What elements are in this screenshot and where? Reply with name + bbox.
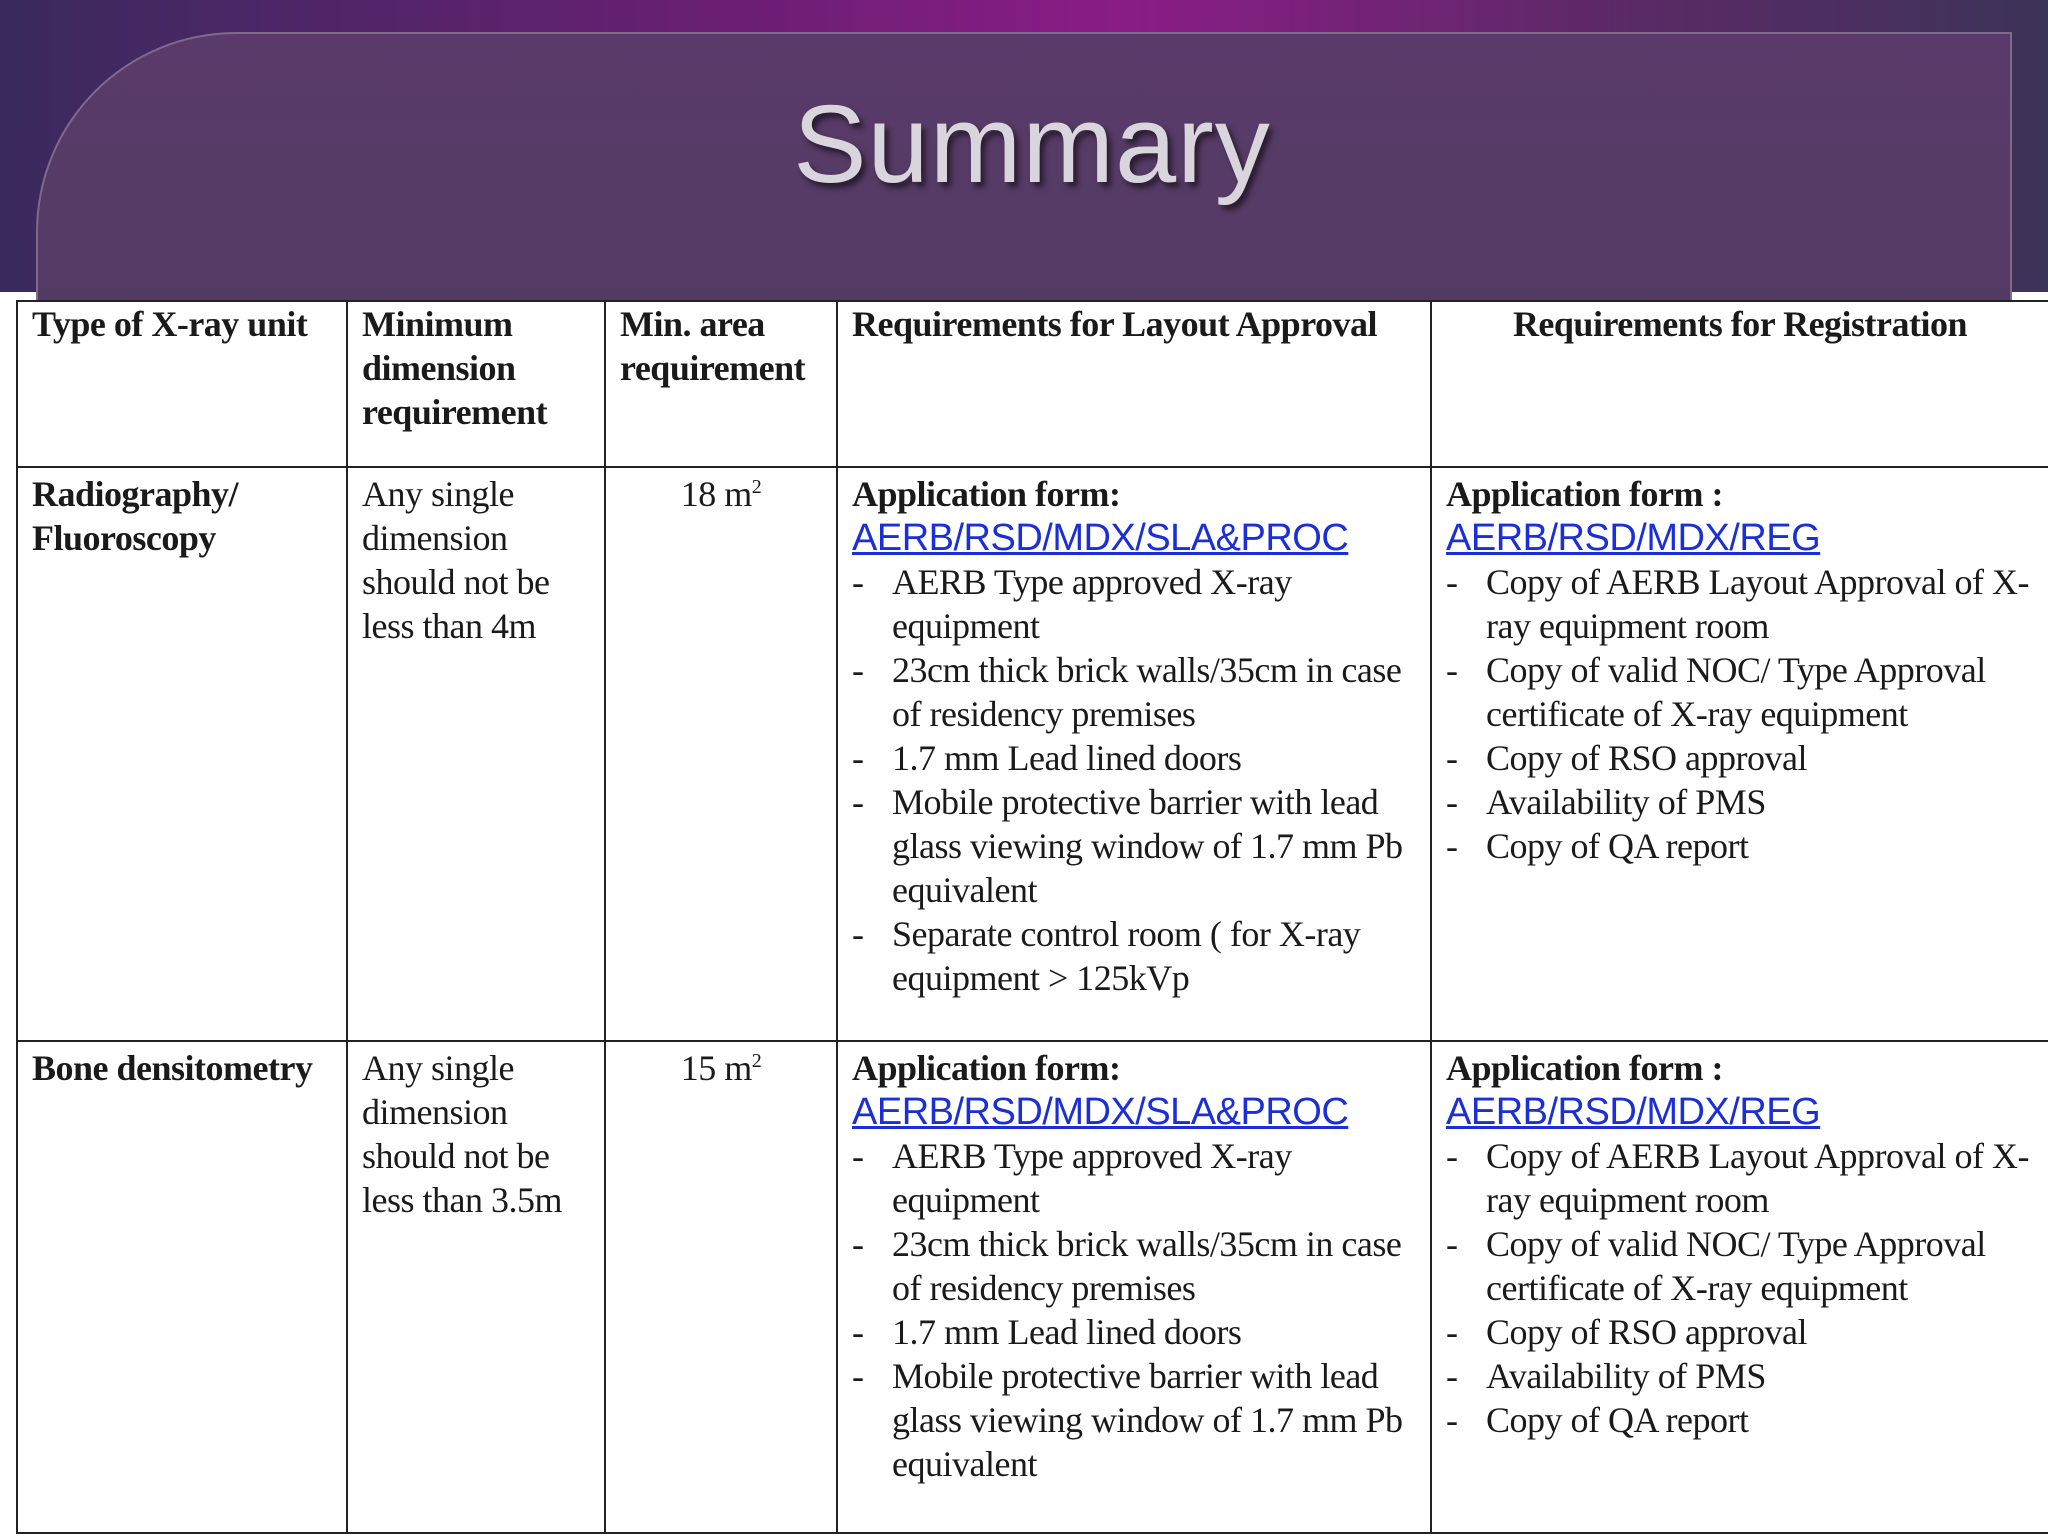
list-item: - 1.7 mm Lead lined doors bbox=[852, 736, 1416, 780]
list-item: - Availability of PMS bbox=[1446, 1354, 2034, 1398]
registration-form-link[interactable]: AERB/RSD/MDX/REG bbox=[1446, 1091, 1821, 1133]
cell-layout-approval bbox=[837, 1041, 1431, 1533]
list-item: - Mobile protective barrier with lead glass viewing window of 1.7 mm Pb equivalent bbox=[852, 1354, 1416, 1486]
area-unit-superscript: 2 bbox=[751, 476, 762, 498]
layout-form-label: Application form: bbox=[852, 474, 1121, 514]
area-value: 15 m bbox=[680, 1048, 752, 1088]
registration-form-link[interactable]: AERB/RSD/MDX/REG bbox=[1446, 517, 1821, 559]
list-item: - Copy of valid NOC/ Type Approval certificate of X-ray equipment bbox=[1446, 648, 2034, 736]
list-item: - Mobile protective barrier with lead glass viewing window of 1.7 mm Pb equivalent bbox=[852, 780, 1416, 912]
registration-form-label: Application form : bbox=[1446, 474, 1723, 514]
list-item: - Copy of RSO approval bbox=[1446, 1310, 2034, 1354]
list-item: - Copy of AERB Layout Approval of X-ray equipment room bbox=[1446, 1134, 2034, 1222]
table-row bbox=[17, 1041, 2048, 1533]
list-item: - Copy of valid NOC/ Type Approval certificate of X-ray equipment bbox=[1446, 1222, 2034, 1310]
area-value: 18 m bbox=[680, 474, 752, 514]
table-header-row bbox=[17, 301, 2048, 467]
header-layout-approval: Requirements for Layout Approval bbox=[837, 301, 1431, 467]
list-item: - Copy of RSO approval bbox=[1446, 736, 2034, 780]
cell-min-area bbox=[605, 467, 837, 1041]
list-item: - AERB Type approved X-ray equipment bbox=[852, 560, 1416, 648]
layout-requirements-list bbox=[852, 560, 1416, 1000]
layout-form-link[interactable]: AERB/RSD/MDX/SLA&PROC bbox=[852, 517, 1349, 559]
area-unit-superscript: 2 bbox=[751, 1050, 762, 1072]
header-min-dimension: Minimum dimension requirement bbox=[347, 301, 605, 467]
layout-form-link[interactable]: AERB/RSD/MDX/SLA&PROC bbox=[852, 1091, 1349, 1133]
list-item: - Availability of PMS bbox=[1446, 780, 2034, 824]
list-item: - Separate control room ( for X-ray equipment > 125kVp bbox=[852, 912, 1416, 1000]
list-item: - 23cm thick brick walls/35cm in case of residency premises bbox=[852, 648, 1416, 736]
cell-min-area bbox=[605, 1041, 837, 1533]
list-item: - Copy of AERB Layout Approval of X-ray equipment room bbox=[1446, 560, 2034, 648]
summary-table-container bbox=[16, 300, 2048, 1536]
cell-min-dimension: Any single dimension should not be less than 4m bbox=[347, 467, 605, 1041]
cell-min-dimension: Any single dimension should not be less than 3.5m bbox=[347, 1041, 605, 1533]
cell-type: Radiography/ Fluoroscopy bbox=[17, 467, 347, 1041]
header-min-area: Min. area requirement bbox=[605, 301, 837, 467]
registration-form-label: Application form : bbox=[1446, 1048, 1723, 1088]
list-item: - AERB Type approved X-ray equipment bbox=[852, 1134, 1416, 1222]
slide-title: Summary bbox=[793, 83, 1271, 206]
header-type: Type of X-ray unit bbox=[17, 301, 347, 467]
table-row bbox=[17, 467, 2048, 1041]
cell-layout-approval bbox=[837, 467, 1431, 1041]
cell-registration bbox=[1431, 467, 2048, 1041]
cell-registration bbox=[1431, 1041, 2048, 1533]
list-item: - 1.7 mm Lead lined doors bbox=[852, 1310, 1416, 1354]
list-item: - Copy of QA report bbox=[1446, 1398, 2034, 1442]
registration-requirements-list bbox=[1446, 560, 2034, 868]
list-item: - Copy of QA report bbox=[1446, 824, 2034, 868]
list-item: - 23cm thick brick walls/35cm in case of residency premises bbox=[852, 1222, 1416, 1310]
layout-requirements-list bbox=[852, 1134, 1416, 1486]
layout-form-label: Application form: bbox=[852, 1048, 1121, 1088]
cell-type: Bone densitometry bbox=[17, 1041, 347, 1533]
header-registration: Requirements for Registration bbox=[1431, 301, 2048, 467]
summary-table bbox=[16, 300, 2048, 1534]
registration-requirements-list bbox=[1446, 1134, 2034, 1442]
